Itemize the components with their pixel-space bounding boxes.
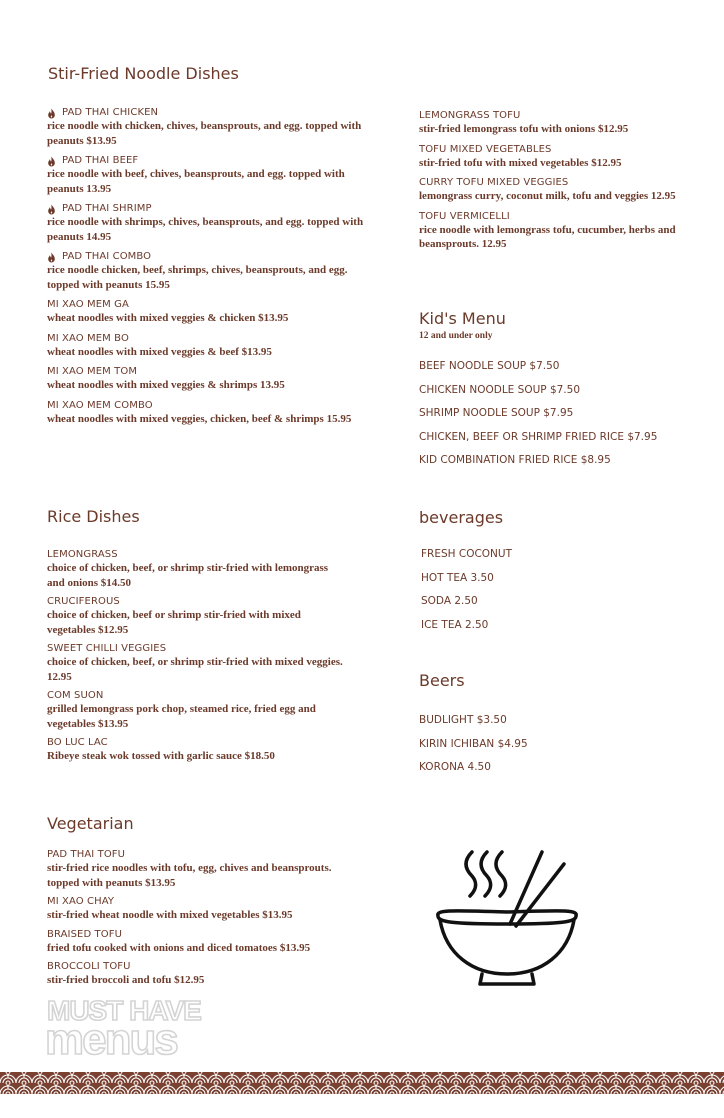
menu-item-description: fried tofu cooked with onions and diced tomatoes $13.95 [47, 941, 311, 954]
menu-item [47, 849, 362, 890]
section-title-kids: Kid's Menu [419, 309, 506, 328]
kids-list [419, 359, 709, 477]
menu-item-description: choice of chicken, beef, or shrimp stir-fried with lemongrass and onions $14.50 [47, 562, 329, 589]
menu-item-name: COM SUON [47, 690, 104, 701]
menu-item-description: stir-fried broccoli and tofu $12.95 [47, 974, 205, 986]
menu-item-name: PAD THAI BEEF [47, 155, 377, 167]
section-title-stir-fried: Stir-Fried Noodle Dishes [48, 64, 239, 83]
menu-item-name: SWEET CHILLI VEGGIES [47, 643, 167, 654]
menu-item: HOT TEA 3.50 [421, 571, 494, 584]
menu-item-name: CRUCIFEROUS [47, 596, 120, 607]
stir-fried-list [47, 107, 377, 433]
menu-item-description: wheat noodles with mixed veggies & beef $13.95 [47, 345, 272, 358]
menu-item [47, 299, 377, 326]
menu-item-description: rice noodle with shrimps, chives, beansprouts, and egg. topped with peanuts 14.95 [47, 216, 364, 243]
menu-item-description: rice noodle chicken, beef, shrimps, chives, beansprouts, and egg. topped with peanuts 15.95 [47, 264, 348, 291]
menu-item: KORONA 4.50 [419, 761, 491, 773]
menu-item-name: LEMONGRASS TOFU [419, 110, 521, 121]
menu-item-description: stir-fried lemongrass tofu with onions $12.95 [419, 123, 629, 135]
section-title-rice: Rice Dishes [47, 507, 140, 526]
menu-item-description: rice noodle with lemongrass tofu, cucumber, herbs and beansprouts. 12.95 [419, 223, 676, 250]
menu-item-description: stir-fried wheat noodle with mixed vegetables $13.95 [47, 909, 293, 921]
menu-item-description: choice of chicken, beef or shrimp stir-fried with mixed vegetables $12.95 [47, 609, 301, 636]
menu-item [47, 690, 347, 731]
menu-item-name: BRAISED TOFU [47, 928, 122, 940]
menu-item: ICE TEA 2.50 [421, 618, 489, 631]
menu-item [419, 177, 679, 204]
menu-item-name: MI XAO MEM TOM [47, 366, 138, 377]
menu-item [419, 211, 679, 252]
menu-item [47, 596, 347, 637]
menu-item-name: BROCCOLI TOFU [47, 961, 131, 972]
menu-item [47, 366, 377, 393]
menu-item: SHRIMP NOODLE SOUP $7.95 [419, 407, 574, 419]
menu-item [47, 251, 377, 292]
menu-item-description: wheat noodles with mixed veggies, chicken, beef & shrimps 15.95 [47, 412, 352, 425]
menu-item [47, 333, 377, 360]
beers-list [419, 713, 619, 784]
menu-item-description: choice of chicken, beef, or shrimp stir-fried with mixed veggies. 12.95 [47, 656, 343, 683]
menu-item-name: MI XAO MEM GA [47, 299, 129, 310]
menu-item-name: MI XAO MEM COMBO [47, 399, 153, 411]
menu-item: CHICKEN NOODLE SOUP $7.50 [419, 383, 581, 396]
menu-item-name: CURRY TOFU MIXED VEGGIES [419, 177, 569, 188]
flame-icon [47, 204, 56, 215]
menu-item-description: stir-fried rice noodles with tofu, egg, chives and beansprouts. topped with peanuts $13.95 [47, 862, 332, 889]
menu-item-description: Ribeye steak wok tossed with garlic sauce $18.50 [47, 750, 275, 762]
menu-item [47, 107, 377, 148]
svg-text:menus: menus [45, 1015, 177, 1058]
menu-item: CHICKEN, BEEF OR SHRIMP FRIED RICE $7.95 [419, 430, 658, 443]
menu-item [47, 896, 362, 923]
menu-item-description: wheat noodles with mixed veggies & chicken $13.95 [47, 312, 289, 324]
menu-item-name: LEMONGRASS [47, 549, 118, 560]
menu-item [419, 144, 679, 171]
section-title-vegetarian: Vegetarian [47, 814, 134, 833]
menu-item: BEEF NOODLE SOUP $7.50 [419, 360, 560, 372]
menu-item [47, 929, 362, 956]
menu-item: KID COMBINATION FRIED RICE $8.95 [419, 454, 611, 466]
menu-item [47, 203, 377, 244]
menu-item-description: stir-fried tofu with mixed vegetables $12.95 [419, 156, 622, 169]
menu-item: SODA 2.50 [421, 595, 478, 607]
menu-item-name: TOFU MIXED VEGETABLES [419, 143, 552, 155]
menu-item-name: PAD THAI TOFU [47, 849, 126, 860]
wave-pattern-border [0, 1072, 724, 1094]
noodle-bowl-icon [432, 846, 582, 991]
menu-item: KIRIN ICHIBAN $4.95 [419, 737, 528, 750]
menu-item-name: MI XAO CHAY [47, 896, 115, 907]
menu-item-name: MI XAO MEM BO [47, 332, 129, 344]
menu-item-description: lemongrass curry, coconut milk, tofu and veggies 12.95 [419, 190, 676, 202]
menu-item [47, 643, 347, 684]
rice-list [47, 549, 347, 770]
tofu-list [419, 110, 679, 259]
menu-item-name: PAD THAI SHRIMP [47, 203, 377, 215]
flame-icon [47, 252, 56, 263]
menu-item: FRESH COCONUT [421, 548, 513, 560]
svg-text:MUST HAVE: MUST HAVE [47, 995, 201, 1026]
menu-item-description: wheat noodles with mixed veggies & shrimps 13.95 [47, 379, 285, 391]
section-title-beverages: beverages [419, 508, 504, 527]
menu-item-name: PAD THAI CHICKEN [47, 107, 377, 119]
menu-item-name: PAD THAI COMBO [47, 251, 377, 263]
flame-icon [47, 108, 56, 119]
kids-subtitle: 12 and under only [419, 331, 493, 341]
menu-item-name: BO LUC LAC [47, 737, 108, 748]
menu-item-name: TOFU VERMICELLI [419, 210, 510, 222]
must-have-menus-logo [45, 994, 245, 1058]
menu-item-description: grilled lemongrass pork chop, steamed rice, fried egg and vegetables $13.95 [47, 703, 316, 730]
menu-item [47, 961, 362, 988]
menu-item [47, 400, 377, 427]
menu-item [47, 549, 347, 590]
menu-item-description: rice noodle with beef, chives, beansprouts, and egg. topped with peanuts 13.95 [47, 168, 345, 195]
menu-item [419, 110, 679, 137]
flame-icon [47, 156, 56, 167]
section-title-beers: Beers [419, 671, 465, 690]
menu-item-description: rice noodle with chicken, chives, beansprouts, and egg. topped with peanuts $13.95 [47, 120, 362, 147]
beverages-list [421, 547, 621, 641]
vegetarian-list [47, 849, 362, 994]
menu-item: BUDLIGHT $3.50 [419, 714, 507, 726]
menu-item [47, 155, 377, 196]
menu-item [47, 737, 347, 764]
